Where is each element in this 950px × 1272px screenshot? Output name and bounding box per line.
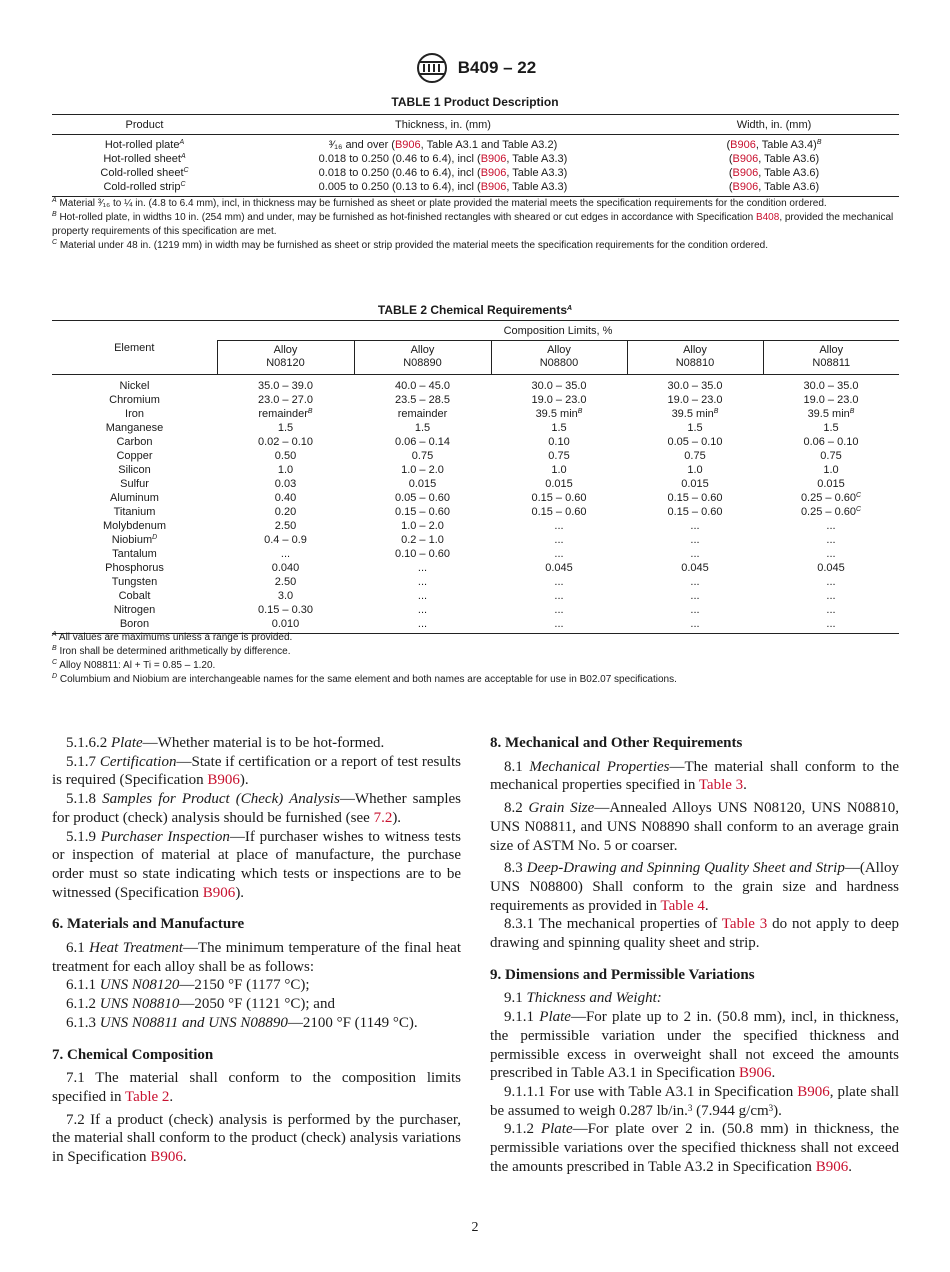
column-header: Product (52, 115, 237, 135)
table-row (52, 421, 899, 435)
table-row (52, 375, 899, 394)
value-cell: ... (417, 562, 428, 574)
section-link[interactable]: 7.2 (373, 809, 393, 826)
spec-link[interactable]: B906 (480, 153, 507, 165)
width-cell: (B906, Table A3.6) (649, 180, 899, 197)
footnote: $^B$ Iron shall be determined arithmetically by difference. (52, 645, 291, 657)
element-cell: Cobalt (118, 590, 151, 602)
value-cell: 0.50 (274, 450, 297, 462)
value-cell: ... (826, 604, 836, 616)
product-cell: Hot-rolled plate$^A$ (104, 139, 185, 151)
value-cell: 0.10 (548, 436, 570, 448)
table-row (52, 435, 899, 449)
value-cell: 40.0 – 45.0 (394, 380, 451, 392)
element-cell: Niobium$^D$ (111, 534, 158, 546)
page-header (0, 52, 950, 84)
document-designation: B409 – 22 (457, 58, 537, 77)
value-cell: 23.0 – 27.0 (257, 394, 314, 406)
value-cell: 1.5 (823, 422, 839, 434)
value-cell: ... (554, 590, 564, 602)
para-9-1: 9.1 Thickness and Weight: (504, 990, 662, 1007)
value-cell: ... (826, 548, 836, 560)
value-cell: 1.5 (551, 422, 567, 434)
width-cell: (B906, Table A3.4)$^B$ (726, 139, 822, 151)
value-cell: 2.50 (274, 520, 297, 532)
element-cell: Chromium (109, 394, 160, 406)
element-cell: Copper (116, 450, 153, 462)
value-cell: 0.15 – 0.60 (531, 506, 587, 518)
alloy-header: Alloy N08120 (217, 341, 354, 375)
element-cell: Tungsten (111, 576, 158, 588)
table2-footnotes (52, 631, 902, 687)
value-cell: 0.75 (548, 450, 570, 462)
element-cell: Silicon (118, 464, 151, 476)
value-cell: 0.10 – 0.60 (394, 548, 451, 560)
table-row (52, 491, 899, 505)
table-row (52, 603, 899, 617)
width-cell: (B906, Table A3.6) (728, 153, 820, 165)
value-cell: $0.25 - 0.60^C$ (800, 506, 862, 518)
alloy-header: Alloy N08810 (627, 341, 763, 375)
para-7-1: 7.1 The material shall conform to the composition limits specified in Table 2. (52, 1070, 461, 1105)
value-cell: ... (554, 548, 564, 560)
element-cell: Tantalum (112, 548, 157, 560)
para-9-1-1-1: 9.1.1.1 For use with Table A3.1 in Specification B906, plate shall be assumed to weigh 0.287 lb/in.$^3$ (7.944 $g/cm^3$). (490, 1083, 900, 1119)
value-cell: 1.0 – 2.0 (401, 520, 444, 532)
value-cell: ... (690, 534, 700, 546)
spec-link[interactable]: B906 (732, 153, 759, 165)
section-heading-7: 7. Chemical Composition (52, 1046, 214, 1063)
para-9-1-1: 9.1.1 Plate—For plate up to 2 in. (50.8 mm), incl, in thickness, the permissible variation under the specified thickness and permissible excess in overweight shall not exceed the amounts prescribed in Table A3.1 in Specification B906. (490, 1009, 900, 1082)
para-8-3: 8.3 Deep-Drawing and Spinning Quality Sheet and Strip—(Alloy UNS N08800) Shall conform to the grain size and hardness requirements as provided in Table 4. (490, 860, 900, 914)
value-cell: ... (280, 548, 291, 560)
value-cell: ... (417, 590, 428, 602)
footnote: $^B$ Hot-rolled plate, in widths 10 in. (254 mm) and under, may be furnished as hot-finished rectangles with sheared or cut edges in accordance with Specification B408, provided the mechanical property requirements of this specification are met. (52, 211, 894, 237)
value-cell: 1.5 (414, 422, 431, 434)
footnote: $^A$ Material ³⁄₁₆ to ¼ in. (4.8 to 6.4 mm), incl, in thickness may be furnished as sheet or plate provided the material meets the specification requirements for the condition ordered. (52, 197, 827, 209)
table-link[interactable]: Table 2 (125, 1088, 170, 1105)
footnote: $^C$ Alloy N08811: Al + Ti = 0.85 – 1.20. (52, 659, 216, 671)
value-cell: 0.4 – 0.9 (264, 534, 307, 546)
para-7-2: 7.2 If a product (check) analysis is performed by the purchaser, the material shall conform to the product (check) analysis variations in Specification B906. (52, 1111, 461, 1166)
table-row (52, 393, 899, 407)
value-cell: ... (826, 520, 836, 532)
value-cell: 0.15 – 0.60 (394, 506, 451, 518)
value-cell: 0.015 (545, 478, 573, 490)
value-cell: ... (690, 548, 700, 560)
value-cell: remainder (397, 408, 448, 420)
column-header: Thickness, in. (mm) (237, 115, 649, 135)
spec-link[interactable]: B408 (755, 212, 780, 223)
section-heading-8: 8. Mechanical and Other Requirements (490, 735, 743, 751)
table-row (52, 533, 899, 547)
value-cell: 1.0 (551, 464, 567, 476)
alloy-header: Alloy N08800 (491, 341, 627, 375)
value-cell: ... (417, 604, 428, 616)
value-cell: ... (690, 604, 700, 616)
table-row (52, 505, 899, 519)
table-row (52, 561, 899, 575)
table-row (52, 166, 899, 180)
product-cell: Cold-rolled sheet$^C$ (100, 167, 189, 179)
value-cell: 1.5 (277, 422, 294, 434)
value-cell: 1.0 (687, 464, 703, 476)
element-cell: Molybdenum (103, 520, 166, 532)
value-cell: ... (491, 617, 627, 634)
element-cell: Aluminum (110, 492, 159, 504)
table-row (52, 135, 899, 153)
value-cell: ... (554, 576, 564, 588)
spec-link[interactable]: B906 (202, 884, 236, 901)
value-cell: 0.2 – 1.0 (401, 534, 444, 546)
element-cell: Titanium (113, 506, 156, 518)
value-cell: 0.045 (681, 562, 709, 574)
value-cell: ... (690, 590, 700, 602)
element-header: Element (52, 321, 217, 375)
value-cell: 0.15 – 0.60 (667, 492, 723, 504)
value-cell: 0.05 – 0.60 (394, 492, 451, 504)
value-cell: 0.045 (817, 562, 845, 574)
spec-link[interactable]: B906 (207, 772, 240, 789)
chemical-requirements-table (52, 320, 899, 634)
footnote: $^D$ Columbium and Niobium are interchangeable names for the same element and both names are acceptable for use in B02.07 specifications. (52, 673, 677, 685)
value-cell: ... (826, 534, 836, 546)
element-cell: Nickel (119, 380, 150, 392)
spec-link[interactable]: B906 (739, 1065, 772, 1082)
para-5-1-9: 5.1.9 Purchaser Inspection—If purchaser wishes to witness tests or inspection of material at place of manufacture, the purchase order must so state indicating which tests or inspections are to be witnessed (Specification B906). (52, 828, 461, 901)
value-cell: 19.0 – 23.0 (531, 394, 587, 406)
table-row (52, 575, 899, 589)
section-heading-6: 6. Materials and Manufacture (52, 916, 245, 933)
spec-link[interactable]: B906 (150, 1149, 183, 1166)
width-cell: (B906, Table A3.6) (728, 167, 820, 179)
value-cell: 0.15 – 0.30 (257, 604, 314, 616)
table-link[interactable]: Table 3 (698, 777, 744, 794)
value-cell: 2.50 (274, 576, 297, 588)
para-6-1-2: 6.1.2 UNS N08810—2050 °F (1121 °C); and (66, 996, 335, 1013)
footnote: $^A$ All values are maximums unless a range is provided. (52, 631, 293, 643)
table-link[interactable]: Table 4 (660, 897, 705, 914)
value-cell: 0.75 (684, 450, 706, 462)
value-cell: 0.75 (411, 450, 434, 462)
thickness-cell: 0.018 to 0.250 (0.46 to 6.4), incl (B906, Table A3.3) (318, 153, 568, 165)
table-row (52, 407, 899, 421)
element-cell: Carbon (116, 436, 153, 448)
spec-link[interactable]: B906 (732, 181, 759, 193)
element-cell: Iron (125, 408, 144, 420)
footnote: $^C$ Material under 48 in. (1219 mm) in width may be furnished as sheet or strip provided the material meets the specification requirements for the condition ordered. (52, 239, 768, 251)
value-cell: 39.5 $\min^B$ (671, 408, 719, 420)
table-row (52, 589, 899, 603)
para-6-1-1: 6.1.1 UNS N08120—2150 °F (1177 °C); (66, 977, 310, 994)
table-row (52, 477, 899, 491)
value-cell: ... (554, 534, 564, 546)
spec-link[interactable]: B906 (730, 139, 756, 151)
spec-link[interactable]: B906 (480, 181, 507, 193)
value-cell: 0.05 – 0.10 (667, 436, 723, 448)
value-cell: 0.03 (274, 478, 297, 490)
value-cell: ... (763, 617, 899, 634)
table2-title: TABLE 2 Chemical Requirements$^A$ (377, 303, 573, 317)
table-row (52, 449, 899, 463)
value-cell: 39.5 $\min^B$ (807, 408, 855, 420)
value-cell: ... (826, 590, 836, 602)
value-cell: 0.15 – 0.60 (667, 506, 723, 518)
value-cell: 30.0 – 35.0 (803, 380, 859, 392)
table1-title: TABLE 1 Product Description (391, 95, 559, 109)
value-cell: 0.06 – 0.14 (394, 436, 451, 448)
value-cell: 0.40 (274, 492, 297, 504)
table-row (52, 463, 899, 477)
value-cell: 1.0 – 2.0 (401, 464, 444, 476)
spec-link[interactable]: B906 (797, 1083, 830, 1100)
value-cell: 0.040 (271, 562, 300, 574)
product-description-table (52, 114, 899, 197)
value-cell: 1.5 (687, 422, 703, 434)
section-heading-9: 9. Dimensions and Permissible Variations (490, 966, 755, 983)
para-5-1-8: 5.1.8 Samples for Product (Check) Analysis—Whether samples for product (check) analysis should be furnished (see 7.2). (52, 791, 462, 826)
spec-link[interactable]: B906 (394, 139, 421, 151)
value-cell: ... (690, 576, 700, 588)
para-5-1-7: 5.1.7 Certification—State if certification or a report of test results is required (Specification B906). (52, 753, 461, 789)
element-cell: Sulfur (120, 478, 149, 490)
alloy-header: Alloy N08890 (354, 341, 491, 375)
value-cell: 35.0 – 39.0 (257, 380, 314, 392)
element-cell: Boron (52, 617, 217, 634)
table1-footnotes (52, 197, 902, 253)
value-cell: 0.02 – 0.10 (257, 436, 314, 448)
value-cell: 1.0 (823, 464, 839, 476)
value-cell: ... (826, 576, 836, 588)
value-cell: 1.0 (277, 464, 294, 476)
table-row (52, 547, 899, 561)
right-column (490, 734, 899, 1176)
alloy-header: Alloy N08811 (763, 341, 899, 375)
value-cell: 0.06 – 0.10 (803, 436, 859, 448)
element-cell: Phosphorus (105, 562, 164, 574)
para-8-2: 8.2 Grain Size—Annealed Alloys UNS N08120, UNS N08810, UNS N08811, and UNS N08890 shall conform to an average grain size of ASTM No. 5 or coarser. (490, 800, 900, 854)
value-cell: ... (417, 576, 428, 588)
value-cell: ... (554, 520, 564, 532)
value-cell: 0.015 (681, 478, 709, 490)
value-cell: ... (554, 604, 564, 616)
spec-link[interactable]: B906 (815, 1158, 849, 1175)
element-cell: Manganese (105, 422, 164, 434)
value-cell: 0.045 (545, 562, 573, 574)
astm-logo-icon (414, 52, 450, 84)
value-cell: 30.0 – 35.0 (531, 380, 587, 392)
product-cell: Hot-rolled sheet$^A$ (103, 153, 186, 165)
spec-link[interactable]: B906 (480, 167, 507, 179)
value-cell: 0.15 – 0.60 (531, 492, 587, 504)
para-6-1: 6.1 Heat Treatment—The minimum temperature of the final heat treatment for each alloy shall be as follows: (52, 940, 461, 975)
value-cell: ... (690, 520, 700, 532)
thickness-cell: ³⁄₁₆ and over (B906, Table A3.1 and Table A3.2) (328, 139, 558, 151)
value-cell: 0.015 (817, 478, 845, 490)
table-row (52, 152, 899, 166)
para-8-3-1: 8.3.1 The mechanical properties of Table 3 do not apply to deep drawing and spinning quality sheet and strip. (490, 916, 899, 952)
value-cell: 23.5 – 28.5 (394, 394, 451, 406)
value-cell: 0.20 (274, 506, 297, 518)
value-cell: ... (354, 617, 491, 634)
table-row (52, 180, 899, 197)
para-5-1-6-2: 5.1.6.2 Plate—Whether material is to be hot-formed. (66, 735, 385, 751)
element-cell: Nitrogen (113, 604, 156, 616)
spec-link[interactable]: B906 (732, 167, 759, 179)
product-cell: Cold-rolled strip$^C$ (52, 180, 237, 197)
value-cell: 0.015 (408, 478, 437, 490)
thickness-cell: 0.005 to 0.250 (0.13 to 6.4), incl (B906, Table A3.3) (237, 180, 649, 197)
table-row (52, 519, 899, 533)
value-cell: 0.010 (217, 617, 354, 634)
para-6-1-3: 6.1.3 UNS N08811 and UNS N08890—2100 °F (1149 °C). (66, 1014, 418, 1031)
para-8-1: 8.1 Mechanical Properties—The material shall conform to the mechanical properties specified in Table 3. (490, 758, 899, 794)
column-header: Width, in. (mm) (649, 115, 899, 135)
value-cell: 19.0 – 23.0 (667, 394, 723, 406)
value-cell: $0.25 - 0.60^C$ (800, 492, 862, 504)
value-cell: 3.0 (277, 590, 294, 602)
left-column (52, 734, 461, 1167)
group-header: Composition Limits, % (217, 321, 899, 341)
page-number: 2 (471, 1220, 479, 1235)
thickness-cell: 0.018 to 0.250 (0.46 to 6.4), incl (B906, Table A3.3) (318, 167, 568, 179)
value-cell: 0.75 (820, 450, 842, 462)
value-cell: 39.5 $\min^B$ (535, 408, 583, 420)
value-cell: ... (627, 617, 763, 634)
para-9-1-2: 9.1.2 Plate—For plate over 2 in. (50.8 mm) in thickness, the permissible variations over the specified thickness shall not exceed the amounts prescribed in Table A3.2 in Specification B906. (490, 1121, 900, 1175)
value-cell: remainder$^B$ (258, 408, 313, 420)
table-link[interactable]: Table 3 (721, 916, 768, 933)
value-cell: 30.0 – 35.0 (667, 380, 723, 392)
value-cell: 19.0 – 23.0 (803, 394, 859, 406)
